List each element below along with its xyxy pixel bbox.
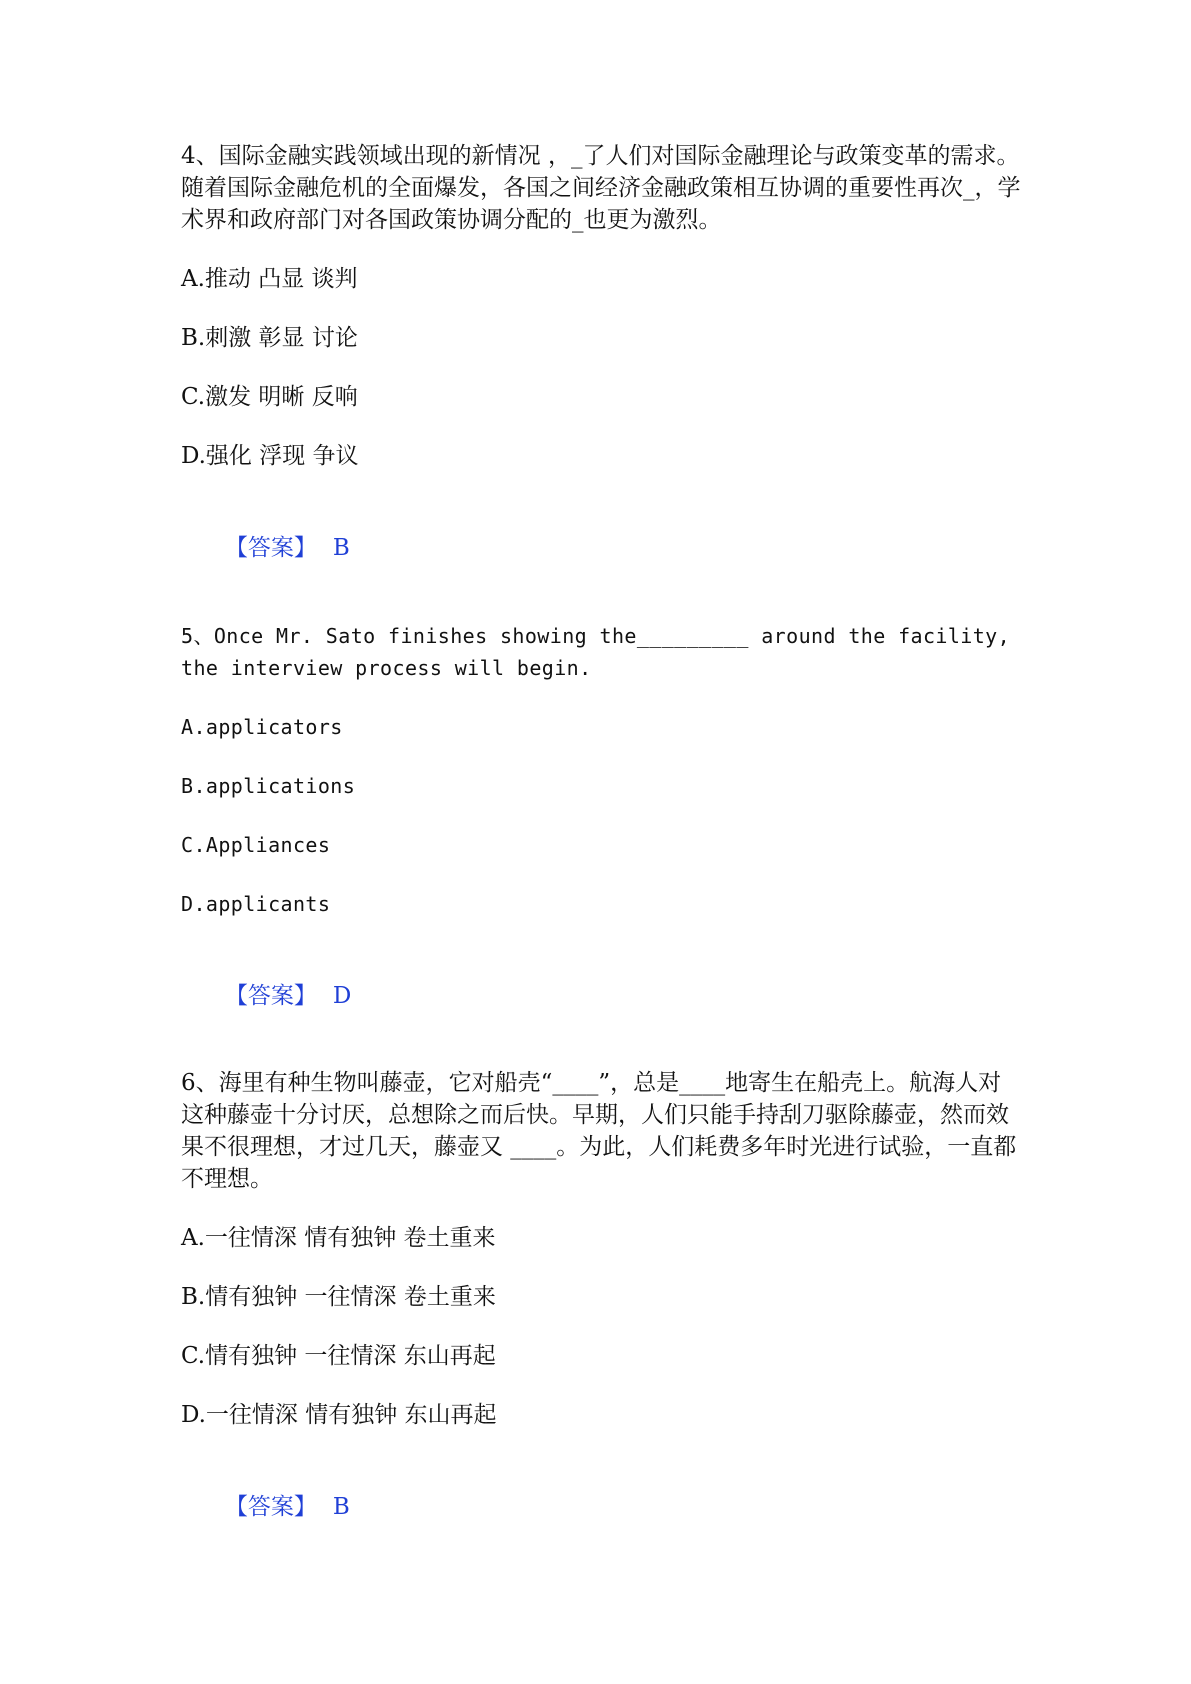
question-6	[181, 1067, 1021, 1555]
answer-label: 【答案】	[224, 983, 317, 1009]
answer-label: 【答案】	[224, 1494, 317, 1520]
option-b: B.刺激 彰显 讨论	[181, 325, 358, 351]
question-stem: 6、海里有种生物叫藤壶，它对船壳“____”，总是____地寄生在船壳上。航海人对这种藤壶十分讨厌，总想除之而后快。早期，人们只能手持刮刀驱除藤壶，然而效果不很理想，才过几天，藤壶又 ____。为此，人们耗费多年时光进行试验，一直都不理想。	[181, 1070, 1017, 1192]
option-a: A.applicators	[181, 715, 343, 739]
answer-value: D	[332, 983, 352, 1009]
answer-line	[181, 948, 1021, 1044]
option-d: D.一往情深 情有独钟 东山再起	[181, 1402, 497, 1428]
option-b: B.情有独钟 一往情深 卷土重来	[181, 1284, 496, 1310]
question-stem: 4、国际金融实践领域出现的新情况 ，_了人们对国际金融理论与政策变革的需求。随着国际金融危机的全面爆发，各国之间经济金融政策相互协调的重要性再次_，学术界和政府部门对各国政策协调分配的_也更为激烈。	[181, 143, 1021, 233]
option-a: A.一往情深 情有独钟 卷土重来	[181, 1225, 496, 1251]
answer-label: 【答案】	[224, 535, 317, 561]
option-c: C.情有独钟 一往情深 东山再起	[181, 1343, 496, 1369]
question-5	[181, 620, 1021, 1044]
question-stem: 5、Once Mr. Sato finishes showing the_________ around the facility, the interview process will begin.	[181, 624, 1023, 680]
option-b: B.applications	[181, 774, 356, 798]
answer-value: B	[332, 1494, 350, 1520]
option-d: D.applicants	[181, 892, 331, 916]
option-d: D.强化 浮现 争议	[181, 443, 359, 469]
answer-line	[181, 500, 1021, 596]
option-c: C.激发 明晰 反响	[181, 384, 358, 410]
answer-value: B	[332, 535, 350, 561]
option-a: A.推动 凸显 谈判	[181, 266, 358, 292]
question-4	[181, 140, 1021, 596]
answer-line	[181, 1459, 1021, 1555]
option-c: C.Appliances	[181, 833, 331, 857]
